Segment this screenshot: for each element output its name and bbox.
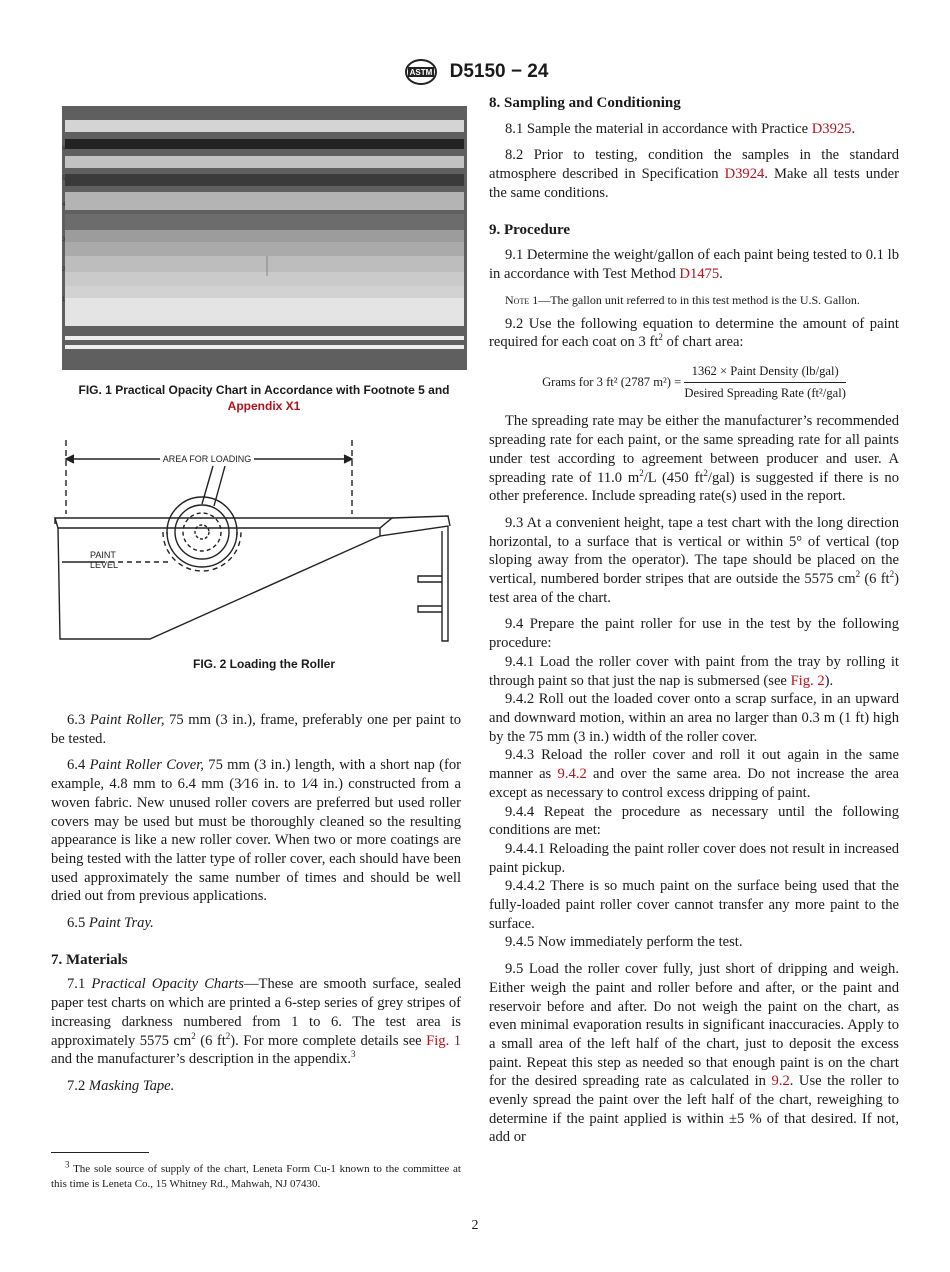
page-header bbox=[0, 58, 950, 86]
stripe-label-4: 4 bbox=[62, 202, 66, 208]
para-9-1: 9.1 Determine the weight/gallon of each paint being tested to 0.1 lb in accordance with Test Method D1475. bbox=[489, 247, 899, 282]
note-1: Note 1—The gallon unit referred to in this test method is the U.S. Gallon. bbox=[505, 292, 860, 307]
appendix-x1-link[interactable]: Appendix X1 bbox=[227, 399, 301, 413]
astm-logo-icon bbox=[402, 58, 440, 86]
para-6-3: 6.3 Paint Roller, 75 mm (3 in.), frame, preferably one per paint to be tested. bbox=[51, 712, 461, 747]
stripe-label-6: 6 bbox=[62, 146, 66, 152]
figure1-opacity-chart bbox=[62, 106, 467, 370]
para-9-4-2: 9.4.2 Roll out the loaded cover onto a scrap surface, in an upward and downward motion, within an area no larger than 0.3 m (1 ft) high by the 75 mm (3 in.) width of the roller cover. bbox=[489, 691, 899, 745]
para-9-4-4-1: 9.4.4.1 Reloading the paint roller cover does not result in increased paint pickup. bbox=[489, 840, 899, 876]
para-8-1: 8.1 Sample the material in accordance with Practice D3925. bbox=[505, 120, 856, 137]
left-column bbox=[51, 711, 461, 1096]
para-8-2: 8.2 Prior to testing, condition the samples in the standard atmosphere described in Specification D3924. Make all tests under the same conditions. bbox=[489, 147, 899, 201]
stripe-label-5: 5 bbox=[62, 176, 66, 182]
stripe-label-1: 1 bbox=[62, 297, 66, 303]
ref-9-2-link[interactable]: 9.2 bbox=[771, 1073, 790, 1090]
svg-text:ASTM: ASTM bbox=[409, 68, 432, 77]
section-8-heading: 8. Sampling and Conditioning bbox=[489, 95, 681, 111]
paint-label: PAINT bbox=[90, 550, 116, 560]
para-9-3: 9.3 At a convenient height, tape a test chart with the long direction horizontal, to a surface that is vertical or within 5° of vertical (top sloping away from the operator). The tape should be placed on the vertical, numbered border stripes that are outside the 5575 $cm^2$ (6 $ft^2$) test area of the chart. bbox=[489, 514, 899, 606]
para-9-4-4-2: 9.4.4.2 There is so much paint on the surface being used that the fully-loaded paint roller cover cannot transfer any more paint to the surface. bbox=[489, 878, 899, 932]
para-9-4: 9.4 Prepare the paint roller for use in the test by the following procedure: bbox=[489, 616, 899, 652]
para-6-5: 6.5 Paint Tray. bbox=[67, 915, 154, 932]
d1475-link[interactable]: D1475 bbox=[679, 265, 720, 282]
area-for-loading-label: AREA FOR LOADING bbox=[162, 454, 252, 464]
para-6-4: 6.4 Paint Roller Cover, 75 mm (3 in.) length, with a short nap (for example, 4.8 mm to 6.4 mm (3⁄16 in. to 1⁄4 in.) constructed from a woven fabric. New unused roller covers are preferred but used roller covers may be used but must be thoroughly cleaned so the resulting appearance is like a new roller cover. When two or more coatings are being tested with the latter type of roller cover, each should have been used approximately the same number of times and should be well dried out from previous applications. bbox=[51, 757, 462, 905]
equation: Grams for 3 ft² (2787 m²) = $\frac{\text{1362 × Paint Density (lb/gal)}}{\text{Desired Spreading Rate (ft²/gal)}}$ bbox=[542, 364, 846, 400]
footnote-rule bbox=[51, 1152, 149, 1153]
document-id: D5150 − 24 bbox=[449, 61, 549, 82]
para-7-2: 7.2 Masking Tape. bbox=[67, 1077, 175, 1094]
ref-9-4-2-link[interactable]: 9.4.2 bbox=[557, 766, 587, 783]
stripe-label-2: 2 bbox=[62, 267, 66, 273]
stripe-label-3: 3 bbox=[62, 237, 66, 243]
right-column bbox=[489, 94, 899, 1147]
para-9-5: 9.5 Load the roller cover fully, just short of dripping and weigh. Either weigh the paint and roller before and after, or the paint and reservoir before and after. Do not weigh the paint on the chart, as even minimal evaporation results in significant inaccuracies. Apply to a small area of the left half of the chart, just to deposit the excess paint. Repeat this step as needed so that enough paint is on the chart for the desired spreading rate as calculated in 9.2. Use the roller to evenly spread the paint over the left half of the chart, reweighing to determine if the paint applied is within ±5 % of that desired. If not, add or bbox=[489, 961, 899, 1146]
para-9-4-1: 9.4.1 Load the roller cover with paint from the tray by rolling it through paint so that just the nap is submersed (see Fig. 2). bbox=[489, 653, 899, 689]
figure1-caption: FIG. 1 Practical Opacity Chart in Accordance with Footnote 5 and Appendix X1 bbox=[48, 382, 480, 414]
fig1-link[interactable]: Fig. 1 bbox=[426, 1032, 462, 1049]
level-label: LEVEL bbox=[90, 560, 119, 570]
para-9-4-5: 9.4.5 Now immediately perform the test. bbox=[505, 934, 743, 951]
para-7-1: 7.1 Practical Opacity Charts—These are smooth surface, sealed paper test charts on which are printed a 6-step series of grey stripes of increasing darkness numbered from 1 to 6. The test area is approximately 5575 $cm^2$ (6 $ft^2$). For more complete details see Fig. 1 and the manufacturer’s description in the appendix.$^3$ bbox=[51, 976, 462, 1068]
footnote-3: $^3$ The sole source of supply of the chart, Leneta Form Cu-1 known to the committee at this time is Leneta Co., 15 Whitney Rd., Mahwah, NJ 07430. bbox=[51, 1159, 461, 1190]
para-spreading-rate: The spreading rate may be either the manufacturer’s recommended spreading rate for each paint, or the same spreading rate for all paints under test according to agreement between producer and user. A spreading rate of 11.0 $m^2/L$ (450 $ft^2/gal$) is suggested if there is no other preference. Include spreading rate(s) used in the report. bbox=[489, 413, 899, 505]
section-7-heading: 7. Materials bbox=[51, 951, 128, 968]
para-9-4-4: 9.4.4 Repeat the procedure as necessary until the following conditions are met: bbox=[489, 803, 899, 839]
d3925-link[interactable]: D3925 bbox=[811, 120, 852, 137]
figure2-caption: FIG. 2 Loading the Roller bbox=[192, 657, 335, 671]
para-9-2: 9.2 Use the following equation to determine the amount of paint required for each coat on 3 $ft^2$ of chart area: bbox=[489, 315, 899, 351]
figure2-roller-diagram bbox=[50, 436, 465, 654]
section-9-heading: 9. Procedure bbox=[489, 221, 571, 238]
page-number: 2 bbox=[471, 1218, 479, 1233]
fig2-link[interactable]: Fig. 2 bbox=[790, 672, 825, 689]
d3924-link[interactable]: D3924 bbox=[724, 166, 765, 183]
para-9-4-3: 9.4.3 Reload the roller cover and roll it out again in the same manner as 9.4.2 and over the same area. Do not increase the area except as necessary to control excess dripping of paint. bbox=[489, 747, 899, 801]
